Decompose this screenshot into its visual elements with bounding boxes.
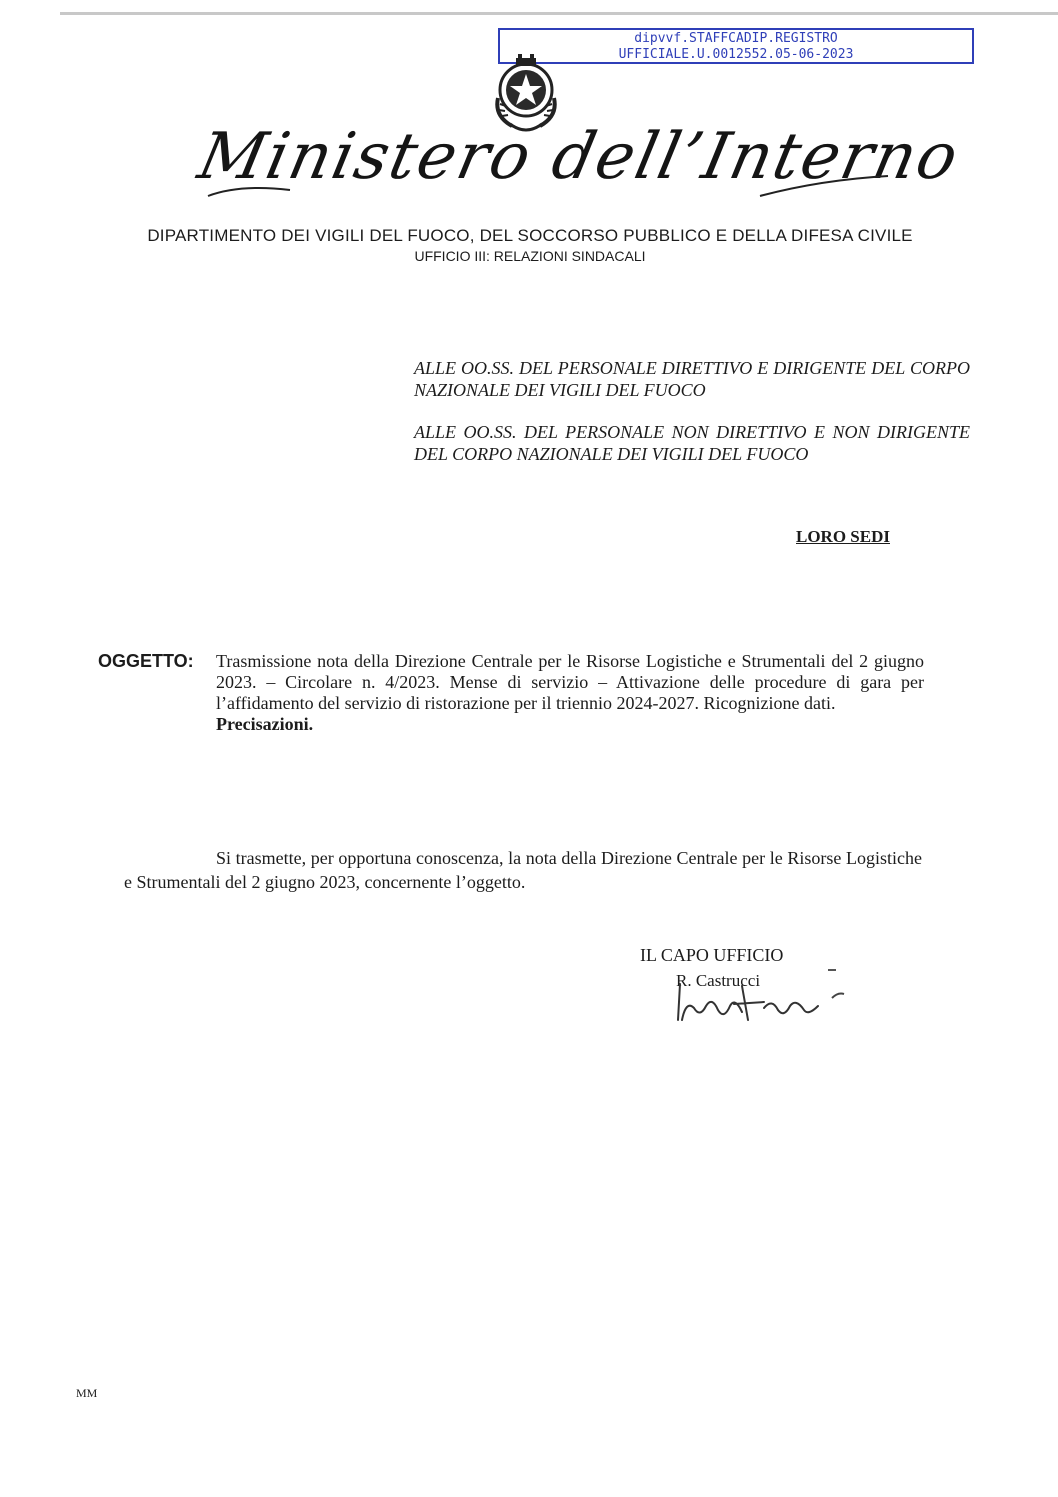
handwritten-signature [668,962,858,1034]
addressee-directive-unions: ALLE OO.SS. DEL PERSONALE DIRETTIVO E DIRIGENTE DEL CORPO NAZIONALE DEI VIGILI DEL FUOCO [414,358,970,400]
subject-block [216,651,924,735]
department-heading: DIPARTIMENTO DEI VIGILI DEL FUOCO, DEL SOCCORSO PUBBLICO E DELLA DIFESA CIVILE [147,226,913,245]
ministry-title: Ministero dell’Interno [192,120,967,194]
office-heading: UFFICIO III: RELAZIONI SINDACALI [414,248,646,264]
subject-label: OGGETTO: [98,651,194,671]
body-paragraph: Si trasmette, per opportuna conoscenza, la nota della Direzione Centrale per le Risorse Logistiche e Strumentali del 2 giugno 2023, concernente l’oggetto. [124,848,922,892]
signature-name: R. Castrucci [676,971,761,990]
drafter-initials: MM [76,1386,98,1400]
scan-edge-line [60,12,1058,15]
subject-note: Precisazioni. [216,714,314,734]
loro-sedi: LORO SEDI [796,527,890,546]
ministry-title-flourish [200,150,900,220]
addressee-non-directive-unions: ALLE OO.SS. DEL PERSONALE NON DIRETTIVO E NON DIRIGENTE DEL CORPO NAZIONALE DEI VIGILI DEL FUOCO [414,422,970,464]
protocol-stamp-line2: UFFICIALE.U.0012552.05-06-2023 [618,47,854,62]
protocol-stamp [498,28,974,64]
protocol-stamp-line1: dipvvf.STAFFCADIP.REGISTRO [634,31,838,46]
subject-text: Trasmissione nota della Direzione Centrale per le Risorse Logistiche e Strumentali del 2 giugno 2023. – Circolare n. 4/2023. Mense di servizio – Attivazione delle procedure di gara per l’affidamento del servizio di ristorazione per il triennio 2024-2027. Ricognizione dati. [216,651,924,713]
signature-title: IL CAPO UFFICIO [640,945,784,965]
